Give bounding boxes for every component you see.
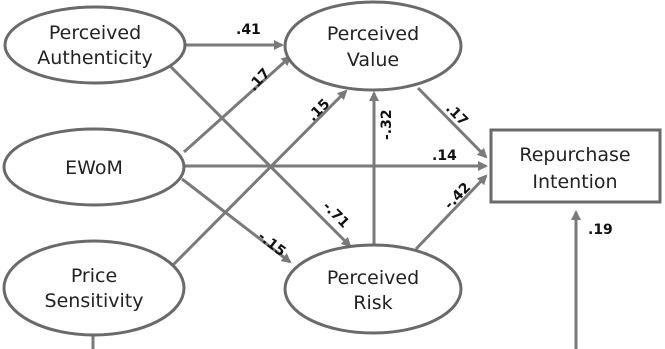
node-label-line2: Risk bbox=[353, 292, 393, 314]
node-label-line2: Value bbox=[346, 49, 400, 71]
coefficient-risk-to-intention: -.42 bbox=[441, 179, 475, 213]
node-label-line1: EWoM bbox=[65, 157, 123, 179]
coefficient-ewom-to-value: .17 bbox=[245, 65, 274, 95]
node-perceived-value bbox=[285, 2, 461, 90]
node-repurchase-intention bbox=[491, 130, 660, 202]
node-price-sensitivity bbox=[4, 241, 184, 335]
node-label-line1: Price bbox=[70, 265, 118, 287]
node-label-line1: Perceived bbox=[48, 22, 142, 44]
coefficient-value-to-intention: .17 bbox=[442, 100, 472, 130]
coefficient-ewom-to-risk: -.15 bbox=[254, 228, 289, 261]
node-perceived-risk bbox=[285, 245, 461, 333]
edge-ewom-to-value bbox=[184, 57, 290, 152]
coefficient-ewom-to-intention: .14 bbox=[432, 148, 457, 164]
coefficient-authenticity-to-risk: -.71 bbox=[319, 198, 353, 232]
node-label-line2: Sensitivity bbox=[44, 290, 144, 312]
node-label-line1: Perceived bbox=[326, 267, 420, 289]
edge-risk-to-intention bbox=[416, 176, 486, 249]
node-perceived-authenticity bbox=[5, 7, 185, 83]
node-ewom bbox=[4, 129, 184, 205]
node-label-line2: Authenticity bbox=[37, 47, 153, 69]
edge-value-to-intention bbox=[418, 88, 486, 157]
edge-authenticity-to-risk bbox=[170, 66, 353, 246]
coefficient-risk-to-value: -.32 bbox=[379, 109, 395, 140]
coefficient-authenticity-to-value: .41 bbox=[236, 22, 261, 38]
node-label-line2: Intention bbox=[532, 171, 618, 193]
node-label-line1: Perceived bbox=[326, 23, 420, 45]
coefficient-price-to-value: .15 bbox=[304, 95, 334, 125]
node-label-line1: Repurchase bbox=[519, 144, 631, 166]
coefficient-bottom-to-intention: .19 bbox=[588, 222, 613, 238]
